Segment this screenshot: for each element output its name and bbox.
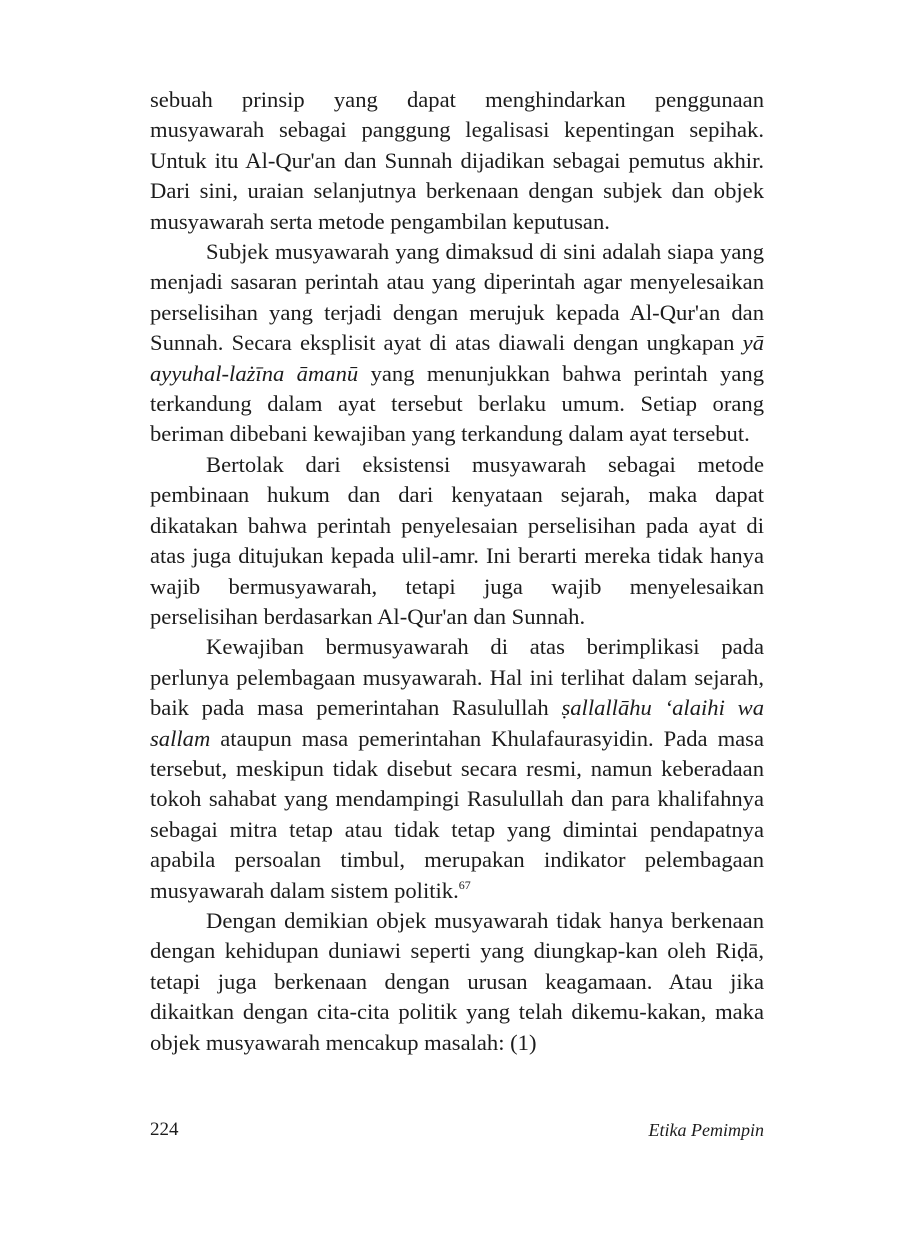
running-title: Etika Pemimpin	[648, 1120, 764, 1140]
paragraph-text: ataupun masa pemerintahan Khulafaurasyidin. Pada masa tersebut, meskipun tidak disebut secara resmi, namun keberadaan tokoh sahabat yang mendampingi Rasulullah dan para khalifahnya sebagai mitra tetap atau tidak tetap yang dimintai pendapatnya apabila persoalan timbul, merupakan indikator pelembagaan musyawarah dalam sistem politik.	[150, 725, 764, 903]
body-text	[150, 85, 764, 1058]
paragraph	[150, 450, 764, 632]
paragraph-text: Kewajiban bermusyawarah di atas berimplikasi pada perlunya pelembagaan musyawarah. Hal ini terlihat dalam sejarah, baik pada masa pemerintahan Rasulullah	[150, 634, 764, 721]
paragraph-text: Bertolak dari eksistensi musyawarah sebagai metode pembinaan hukum dan dari kenyataan sejarah, maka dapat dikatakan bahwa perintah penyelesaian perselisihan pada ayat di atas juga ditujukan kepada ulil-amr. Ini berarti mereka tidak hanya wajib bermusyawarah, tetapi juga wajib menyelesaikan perselisihan berdasarkan Al-Qur'an dan Sunnah.	[150, 451, 764, 629]
page-footer	[150, 1117, 764, 1143]
paragraph	[150, 906, 764, 1058]
paragraph	[150, 237, 764, 450]
paragraph-text: yang menunjukkan bahwa perintah yang terkandung dalam ayat tersebut berlaku umum. Setiap orang beriman dibebani kewajiban yang terkandung dalam ayat tersebut.	[150, 360, 764, 447]
page-number: 224	[150, 1119, 179, 1140]
italic-term: ṣallallāhu ‘alaihi wa sallam	[150, 695, 765, 751]
paragraph	[150, 85, 764, 237]
paragraph-text: sebuah prinsip yang dapat menghindarkan penggunaan musyawarah sebagai panggung legalisasi kepentingan sepihak. Untuk itu Al-Qur'an dan Sunnah dijadikan sebagai pemutus akhir. Dari sini, uraian selanjutnya berkenaan dengan subjek dan objek musyawarah serta metode pengambilan keputusan.	[150, 87, 764, 234]
italic-term: yā ayyuhal-lażīna āmanū	[150, 330, 764, 386]
paragraph-text: Subjek musyawarah yang dimaksud di sini adalah siapa yang menjadi sasaran perintah atau yang diperintah agar menyelesaikan perselisihan yang terjadi dengan merujuk kepada Al-Qur'an dan Sunnah. Secara eksplisit ayat di atas diawali dengan ungkapan	[150, 239, 764, 356]
paragraph	[150, 632, 764, 906]
paragraph-text: Dengan demikian objek musyawarah tidak hanya berkenaan dengan kehidupan duniawi seperti yang diungkap-kan oleh Riḍā, tetapi juga berkenaan dengan urusan keagamaan. Atau jika dikaitkan dengan cita-cita politik yang telah dikemu-kakan, maka objek musyawarah mencakup masalah: (1)	[150, 907, 764, 1055]
footnote-reference: 67	[458, 877, 471, 892]
